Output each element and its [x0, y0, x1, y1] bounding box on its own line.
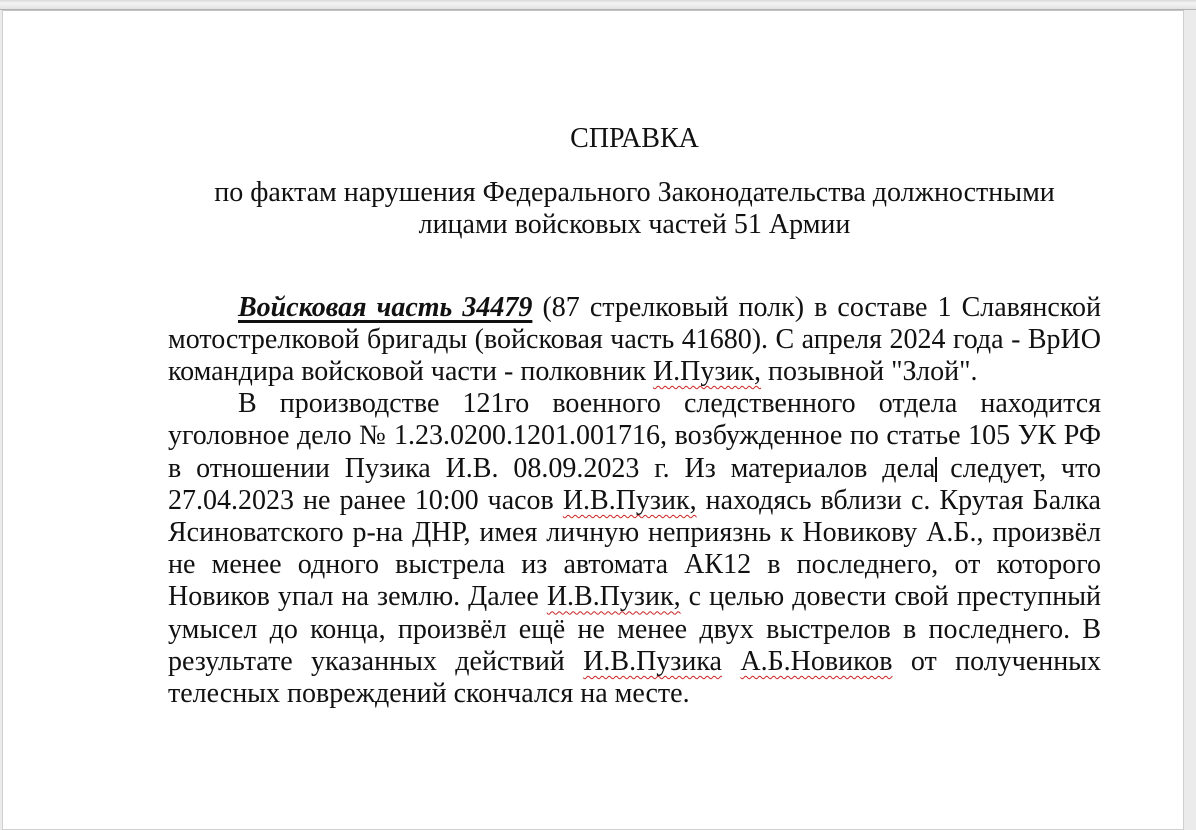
app-chrome-edge	[0, 0, 1196, 10]
text-run[interactable]: находясь вблизи с. Крутая Балка Ясиноватского р-на ДНР, имея личную неприязнь к Новикову А.Б., произвёл не менее одного выстрела из автомата АК12 в последнего, от которого Новиков упал на землю. Далее	[168, 485, 1101, 613]
text-run[interactable]	[722, 646, 740, 677]
paragraph[interactable]	[168, 388, 1101, 710]
text-run[interactable]: (87 стрелковый полк) в составе 1 Славянской мотострелковой бригады (войсковая часть 41680). С апреля 2024 года - ВрИО командира войсковой части - полковник	[168, 292, 1101, 387]
misspelled-word[interactable]: И.В.Пузик,	[563, 485, 697, 516]
unit-heading-text[interactable]: Войсковая часть 34479	[238, 292, 532, 323]
document-subtitle-line[interactable]: лицами войсковых частей 51 Армии	[168, 209, 1101, 241]
document-canvas	[0, 10, 1196, 700]
document-subtitle-line[interactable]: по фактам нарушения Федерального Законодательства должностными	[168, 177, 1101, 209]
document-body	[168, 292, 1101, 711]
misspelled-word[interactable]: И.В.Пузик,	[547, 581, 681, 612]
misspelled-word[interactable]: И.Пузик,	[653, 356, 761, 387]
document-content	[3, 11, 1183, 710]
misspelled-word[interactable]: И.В.Пузика	[583, 646, 722, 677]
text-run[interactable]: позывной "Злой".	[761, 356, 978, 387]
text-run[interactable]: с целью довести свой преступный умысел до конца, произвёл ещё не менее двух выстрелов в последнего. В результате указанных действий	[168, 581, 1101, 676]
text-run[interactable]: следует, что 27.04.2023 не ранее 10:00 часов	[168, 453, 1101, 516]
document-subtitle	[168, 177, 1101, 241]
document-title[interactable]: СПРАВКА	[168, 123, 1101, 155]
paragraph[interactable]	[168, 292, 1101, 389]
document-page[interactable]	[2, 10, 1184, 830]
text-run[interactable]: В производстве 121го военного следственного отдела находится уголовное дело № 1.23.0200.1201.001716, возбужденное по статье 105 УК РФ в отношении Пузика И.В. 08.09.2023 г. Из материалов дела	[168, 388, 1101, 483]
text-run[interactable]: от полученных телесных повреждений скончался на месте.	[168, 646, 1101, 709]
misspelled-word[interactable]: А.Б.Новиков	[740, 646, 892, 677]
